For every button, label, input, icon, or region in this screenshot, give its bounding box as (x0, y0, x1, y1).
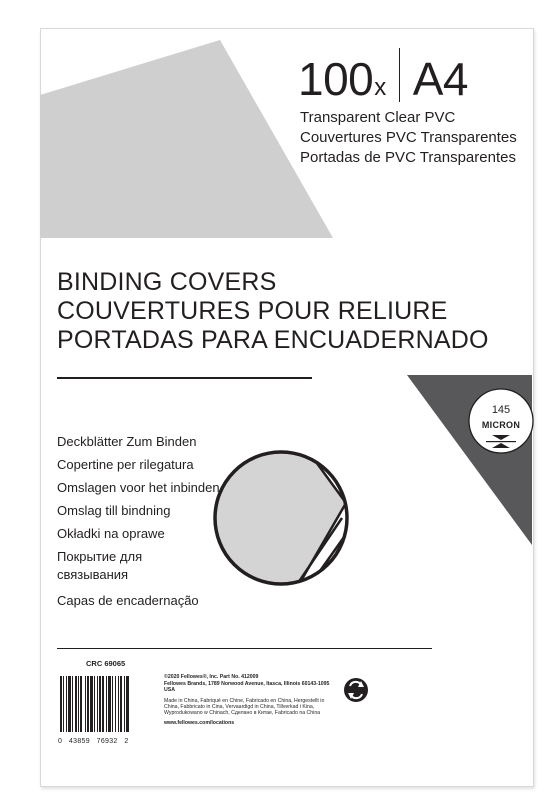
size-value: A4 (412, 53, 469, 105)
gray-band-shape (40, 40, 333, 238)
legal-info (164, 674, 339, 730)
address-text: Fellowes Brands, 1789 Norwood Avenue, Itasca, Illinois 60143-1095 USA (164, 681, 330, 694)
header-divider (399, 48, 400, 102)
footer-divider (57, 648, 432, 649)
barcode-bar (68, 676, 71, 732)
product-title (57, 268, 489, 355)
material-line: Portadas de PVC Transparentes (300, 149, 516, 166)
translation-item: Omslag till bindning (57, 503, 171, 518)
recycle-icon (344, 678, 368, 702)
barcode (58, 676, 156, 745)
covers-illustration (205, 440, 355, 595)
barcode-bar (63, 676, 64, 732)
translation-item: Deckblätter Zum Binden (57, 434, 197, 449)
barcode-bar (94, 676, 95, 732)
translation-item: Omslagen voor het inbinden (57, 480, 220, 495)
barcode-bar (87, 676, 89, 732)
material-line: Couvertures PVC Transparentes (300, 129, 517, 146)
barcode-bar (102, 676, 104, 732)
barcode-bar (75, 676, 77, 732)
translation-item: Capas de encadernação (57, 593, 199, 608)
barcode-bar (80, 676, 82, 732)
barcode-bar (112, 676, 113, 732)
barcode-bar (60, 676, 62, 732)
barcode-bar (108, 676, 111, 732)
material-lines (300, 108, 517, 168)
quantity-value: 100 (298, 53, 374, 105)
barcode-digits: 0 43859 76932 2 (58, 738, 129, 745)
title-line: BINDING COVERS (57, 268, 277, 296)
translation-item: Copertine per rilegatura (57, 457, 194, 472)
translation-list (57, 430, 220, 612)
barcode-bars (58, 676, 156, 732)
barcode-bar (97, 676, 98, 732)
title-line: PORTADAS PARA ENCUADERNADO (57, 326, 489, 354)
material-line: Transparent Clear PVC (300, 109, 456, 126)
barcode-bar (78, 676, 79, 732)
barcode-bar (90, 676, 93, 732)
barcode-bar (85, 676, 86, 732)
barcode-bar (126, 676, 129, 732)
barcode-bar (115, 676, 116, 732)
title-line: COUVERTURES POUR RELIURE (57, 297, 448, 325)
barcode-bar (124, 676, 125, 732)
micron-unit: MICRON (481, 420, 521, 430)
barcode-bar (99, 676, 101, 732)
barcode-bar (120, 676, 122, 732)
barcode-bar (106, 676, 107, 732)
barcode-bar (118, 676, 119, 732)
barcode-bar (72, 676, 73, 732)
quantity-size-header (298, 46, 469, 105)
translation-item (57, 545, 220, 589)
quantity-suffix: x (374, 74, 386, 101)
copyright-text: ©2020 Fellowes®, Inc. Part No. 412009 (164, 674, 259, 680)
crc-code: CRC 69065 (86, 659, 126, 668)
website-text: www.fellowes.com/locations (164, 720, 235, 727)
micron-value: 145 (491, 404, 511, 416)
translation-item: Okładki na oprawe (57, 526, 165, 541)
made-in-text: Made in China, Fabriqué en Chine, Fabricado en China, Hergestellt in China, Fabbricato in Cina, Vervaardigd in China, Tillverkad i Kina, Wyprodukowano w Chinach, Сделано в Китае, Fabricado na China (164, 697, 325, 717)
barcode-bar (66, 676, 67, 732)
title-divider (57, 377, 312, 379)
translation-text: Покрытие для связывания (57, 549, 143, 582)
